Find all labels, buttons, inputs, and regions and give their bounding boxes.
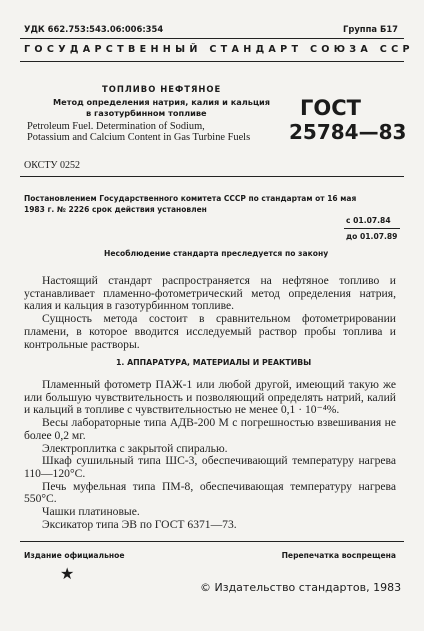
validity-from: с 01.07.84 xyxy=(346,216,391,225)
okstu-code: ОКСТУ 0252 xyxy=(24,160,81,171)
validity-rule xyxy=(344,228,400,229)
gost-label: ГОСТ xyxy=(300,96,361,120)
top-rule xyxy=(20,38,404,39)
list-item: Весы лабораторные типа АДВ-200 М с погрешностью взвешивания не более 0,2 мг. xyxy=(24,416,396,442)
intro-paragraph-1: Настоящий стандарт распространяется на нефтяное топливо и устанавливает пламенно-фотометрический метод определения натрия, калия и кальция в газотурбинном топливе. xyxy=(24,274,396,313)
group-code: Группа Б17 xyxy=(343,24,398,34)
list-item: Пламенный фотометр ПАЖ-1 или любой другой, имеющий такую же или большую чувствительность и позволяющий определять натрий, калий и кальций в топливе с чувствительностью не менее 0,1 · 10⁻⁴%. xyxy=(24,378,396,417)
title-en-2: Potassium and Calcium Content in Gas Turbine Fuels xyxy=(27,132,251,143)
decree-line-2: 1983 г. № 2226 срок действия установлен xyxy=(24,205,207,214)
title-ru-main: ТОПЛИВО НЕФТЯНОЕ xyxy=(102,84,222,94)
banner-rule xyxy=(20,61,404,62)
star-icon: ★ xyxy=(60,564,75,583)
list-item: Чашки платиновые. xyxy=(42,505,140,519)
official-edition: Издание официальное xyxy=(24,551,125,560)
title-ru-sub2: в газотурбинном топливе xyxy=(86,108,207,118)
gost-number: 25784—83 xyxy=(289,120,407,144)
list-item: Эксикатор типа ЭВ по ГОСТ 6371—73. xyxy=(42,517,237,531)
footer-rule xyxy=(20,541,404,542)
intro-paragraph-2: Сущность метода состоит в сравнительном фотометрировании пламени, в которое вводится исследуемый раствор пробы топлива и контрольные растворы. xyxy=(24,312,396,351)
reprint-prohibited: Перепечатка воспрещена xyxy=(281,551,396,560)
copyright: © Издательство стандартов, 1983 xyxy=(200,581,402,594)
section-1-list xyxy=(24,379,396,531)
list-item: Электроплитка с закрытой спиралью. xyxy=(42,441,228,455)
list-item: Печь муфельная типа ПМ-8, обеспечивающая температуру нагрева 550°С. xyxy=(24,479,396,506)
title-ru-sub1: Метод определения натрия, калия и кальция xyxy=(53,97,271,107)
list-item: Шкаф сушильный типа ШС-3, обеспечивающий температуру нагрева 110—120°С. xyxy=(24,454,396,480)
okstu-rule xyxy=(20,176,404,177)
title-en-1: Petroleum Fuel. Determination of Sodium, xyxy=(27,121,205,132)
decree-line-1: Постановлением Государственного комитета СССР по стандартам от 16 мая xyxy=(24,194,357,203)
validity-to: до 01.07.89 xyxy=(346,232,398,241)
udk-code: УДК 662.753:543.06:006:354 xyxy=(24,24,164,34)
intro-text xyxy=(24,275,396,351)
section-1-heading: 1. АППАРАТУРА, МАТЕРИАЛЫ И РЕАКТИВЫ xyxy=(116,358,312,367)
standard-banner: ГОСУДАРСТВЕННЫЙ СТАНДАРТ СОЮЗА ССР xyxy=(24,44,414,55)
legal-warning: Несоблюдение стандарта преследуется по закону xyxy=(104,249,329,258)
